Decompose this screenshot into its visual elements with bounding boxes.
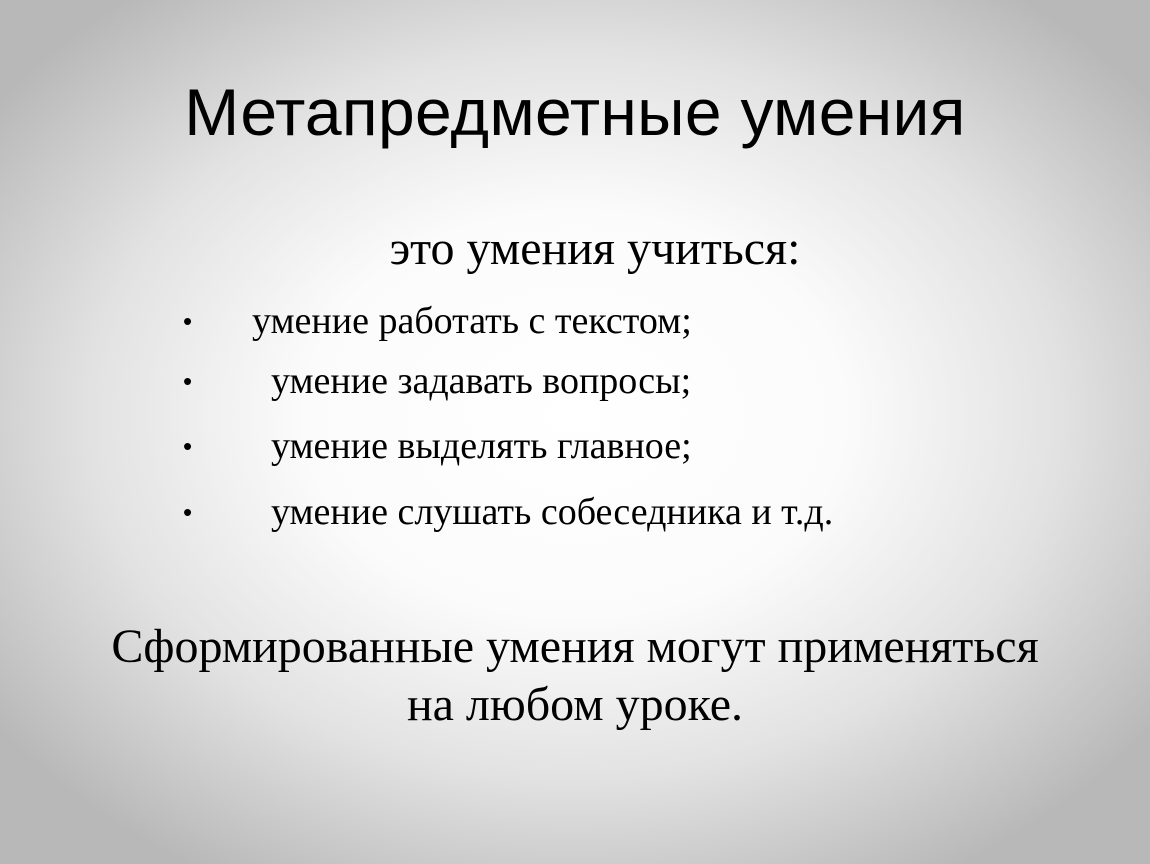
bullet-icon: • [183, 306, 193, 336]
list-item-text: умение выделять главное; [271, 425, 692, 467]
bullet-icon: • [183, 431, 193, 461]
slide-title: Метапредметные умения [184, 75, 966, 149]
bullet-icon: • [183, 366, 193, 396]
bullet-icon: • [183, 497, 193, 527]
list-item-text: умение работать с текстом; [252, 300, 692, 342]
slide-footer [0, 618, 1150, 734]
footer-line-1: Сформированные умения могут применяться [111, 620, 1039, 673]
footer-line-2: на любом уроке. [406, 678, 744, 731]
list-item-text: умение задавать вопросы; [271, 360, 692, 402]
slide-subtitle: это умения учиться: [389, 222, 801, 275]
list-item-text: умение слушать собеседника и т.д. [271, 491, 834, 533]
